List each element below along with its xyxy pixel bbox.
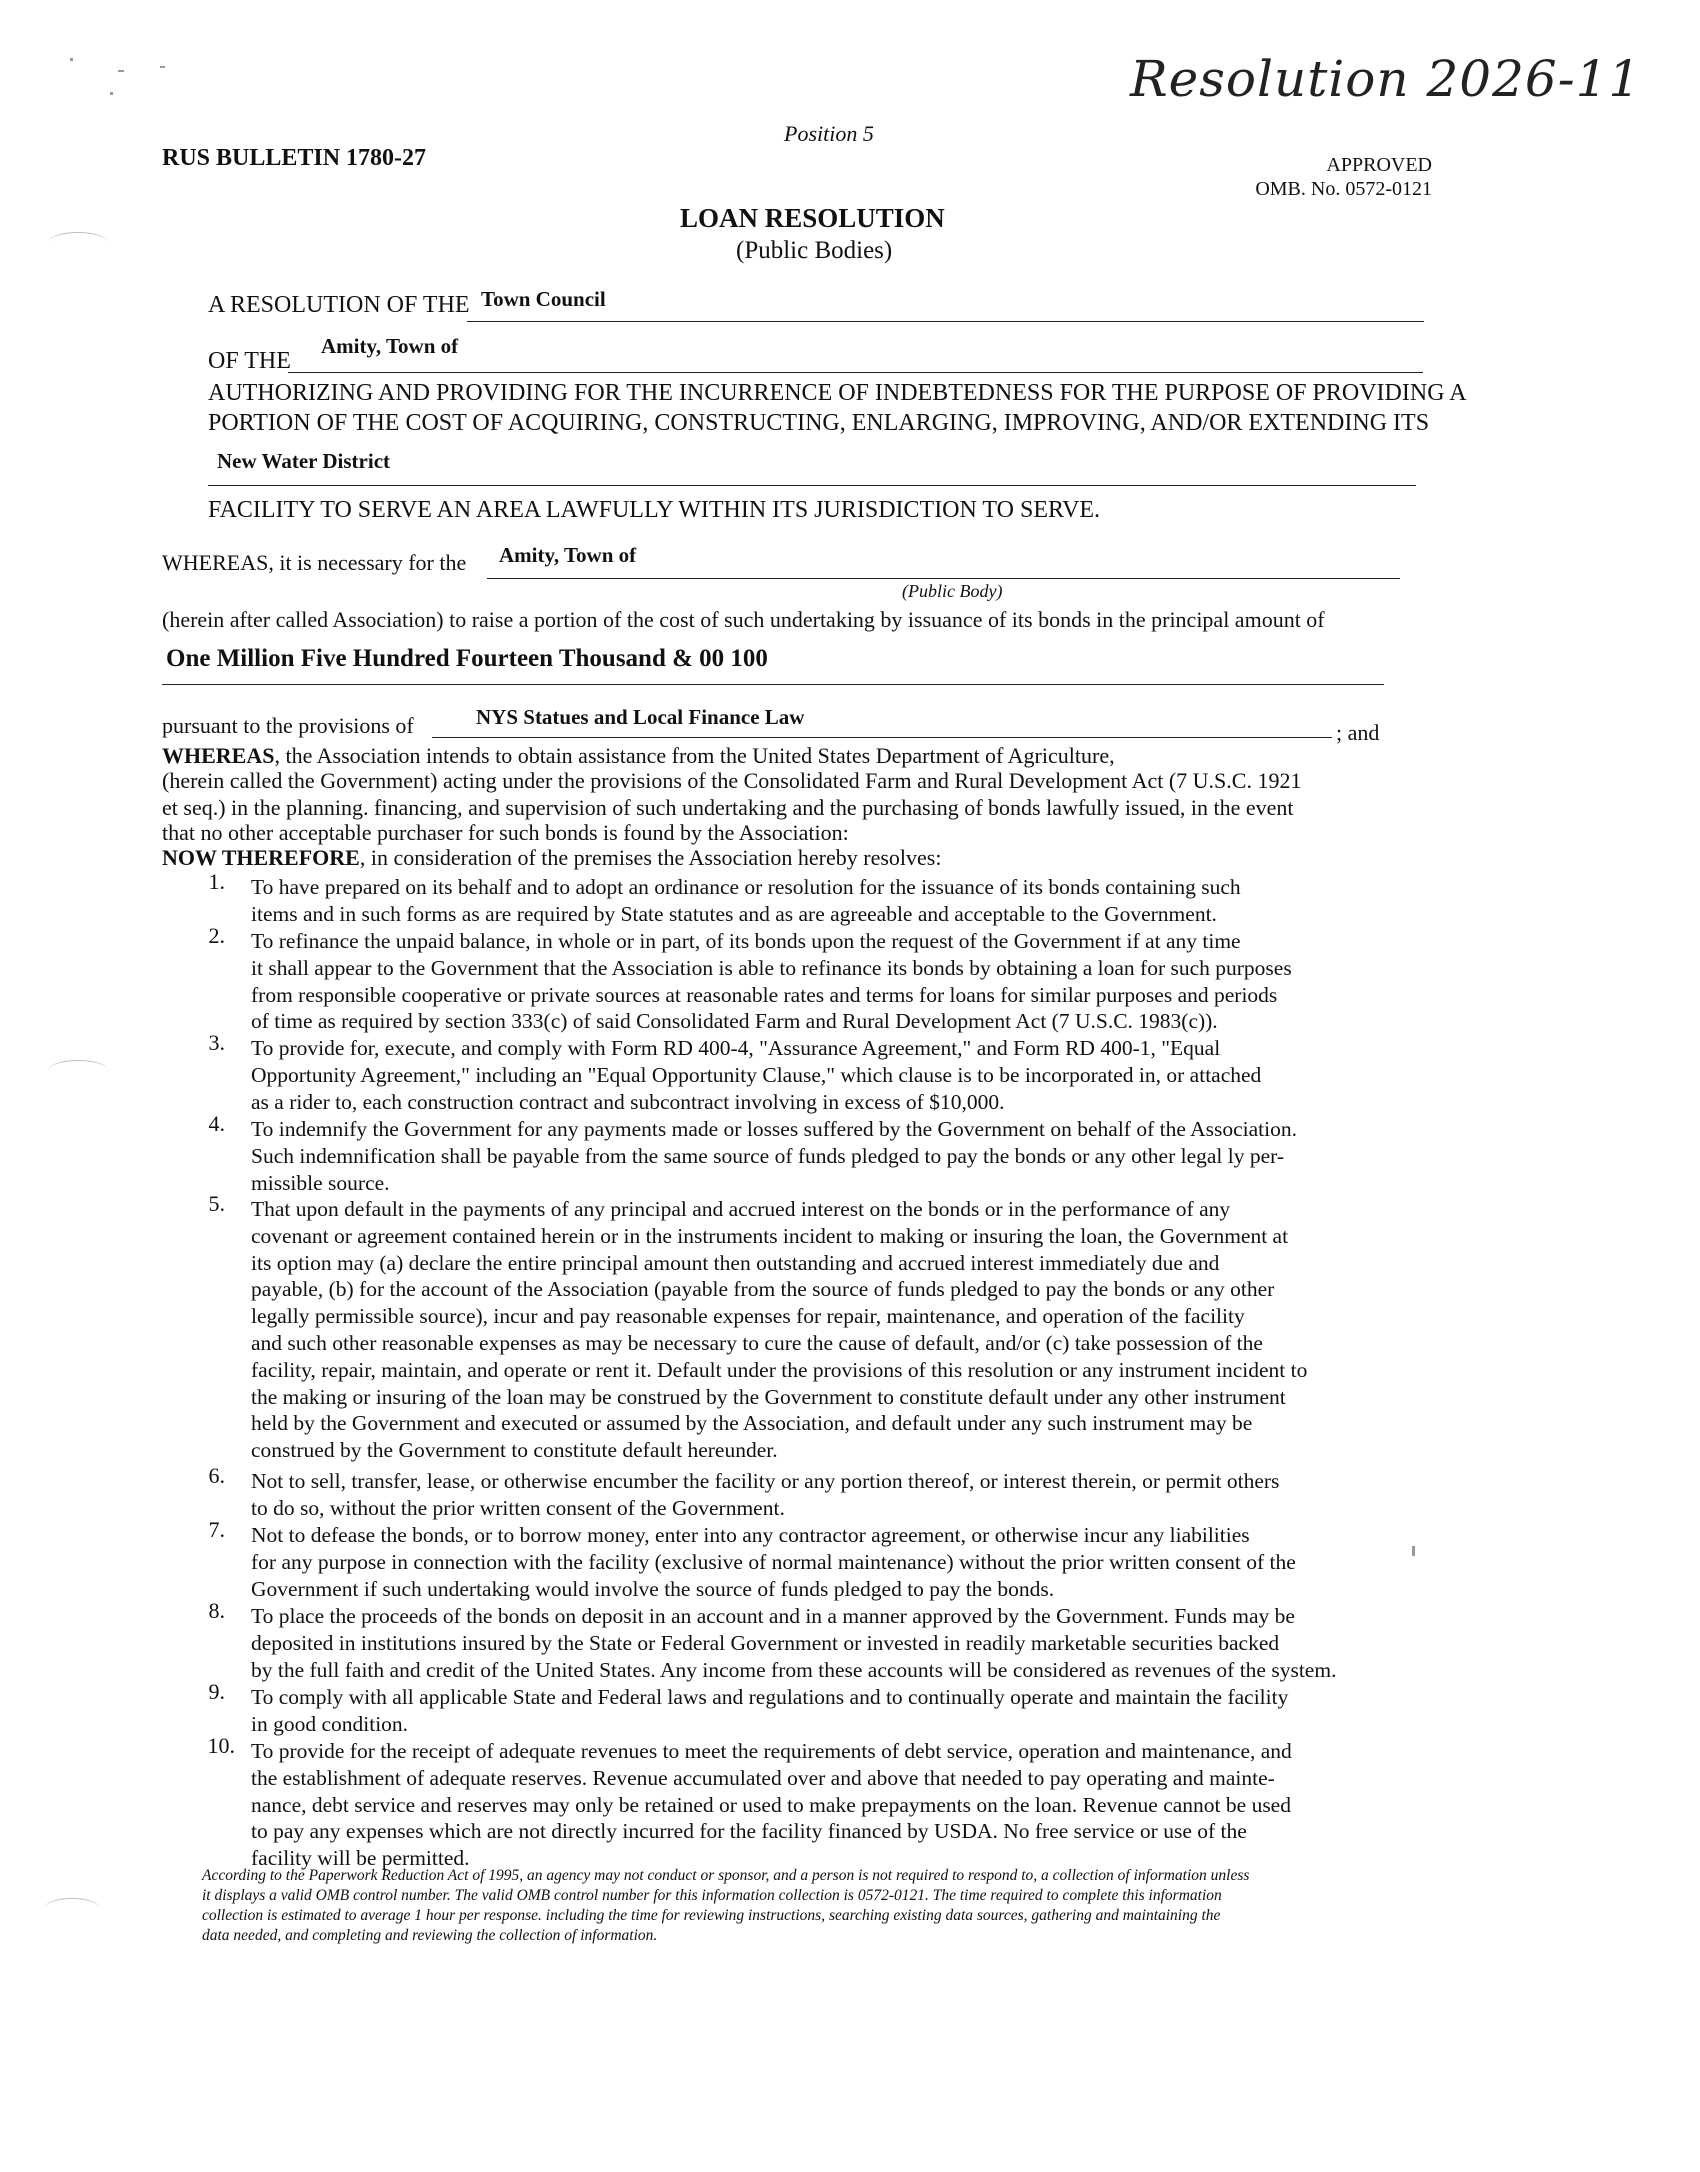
item-text: Not to sell, transfer, lease, or otherwise encumber the facility or any portion thereof, or interest therein, or permit others to do so, without the prior written consent of the Government.	[251, 1469, 1280, 1520]
scan-speck	[160, 66, 165, 68]
resolution-of-underline	[467, 321, 1424, 322]
whereas-public-body-label: WHEREAS, it is necessary for the	[162, 550, 467, 575]
item-text: To place the proceeds of the bonds on deposit in an account and in a manner approved by the Government. Funds may be deposited in institutions insured by the State or Federal Government or invested in readily marketable securities backed by the full faith and credit of the United States. Any income from these accounts will be considered as revenues of the system.	[251, 1604, 1337, 1682]
pursuant-label: pursuant to the provisions of	[162, 713, 414, 738]
of-the-underline	[288, 372, 1423, 373]
item-text: To indemnify the Government for any payments made or losses suffered by the Government on behalf of the Association. Such indemnification shall be payable from the same source of funds pledged to pay the bonds or any other legal ly per- missible source.	[251, 1117, 1297, 1195]
omb-number: OMB. No. 0572-0121	[1255, 178, 1432, 200]
item-text: To comply with all applicable State and Federal laws and regulations and to continually operate and maintain the facility in good condition.	[251, 1685, 1289, 1736]
whereas-government-line-3: et seq.) in the planning. financing, and supervision of such undertaking and the purchasing of bonds lawfully issued, in the event	[162, 795, 1294, 820]
item-text: To refinance the unpaid balance, in whole or in part, of its bonds upon the request of the Government if at any time it shall appear to the Government that the Association is able to refinance its bonds by obtaining a loan for such purposes from responsible cooperative or private sources at reasonable rates and terms for loans for similar purposes and periods of time as required by section 333(c) of said Consolidated Farm and Rural Development Act (7 U.S.C. 1983(c)).	[251, 929, 1292, 1034]
herein-line: (herein after called Association) to raise a portion of the cost of such undertaking by issuance of its bonds in the principal amount of	[162, 607, 1325, 632]
whereas-public-body-value: Amity, Town of	[499, 543, 637, 567]
item-number: 3.	[208, 1030, 225, 1055]
item-text: To have prepared on its behalf and to adopt an ordinance or resolution for the issuance of its bonds containing such items and in such forms as are required by State statutes and as are agreeable and acceptable to the Government.	[251, 875, 1241, 926]
item-number: 5.	[208, 1191, 225, 1216]
document-subtitle: (Public Bodies)	[736, 237, 893, 264]
item-number: 2.	[208, 923, 225, 948]
scan-speck	[110, 92, 113, 95]
handwritten-resolution-number: Resolution 2026-11	[1130, 50, 1642, 108]
item-number: 7.	[208, 1517, 225, 1542]
item-text: That upon default in the payments of any principal and accrued interest on the bonds or in the performance of any covenant or agreement contained herein or in the instruments incident to making or insuring the loan, the Government at its option may (a) declare the entire principal amount then outstanding and accrued interest immediately due and payable, (b) for the account of the Association (payable from the source of funds pledged to pay the bonds or any other legally permissible source), incur and pay reasonable expenses for repair, maintenance, and operation of the facility and such other reasonable expenses as may be necessary to cure the cause of default, and/or (c) take possession of the facility, repair, maintain, and operate or rent it. Default under the provisions of this resolution or any instrument incident to the making or insuring of the loan may be construed by the Government to constitute default under any other instrument held by the Government and executed or assumed by the Association, and default under any such instrument may be construed by the Government to constitute default hereunder.	[251, 1197, 1308, 1463]
authorizing-line-1: AUTHORIZING AND PROVIDING FOR THE INCURRENCE OF INDEBTEDNESS FOR THE PURPOSE OF PROVIDING A	[208, 380, 1467, 406]
whereas-government-line-1	[162, 743, 1115, 769]
public-body-underline	[487, 578, 1400, 579]
hole-punch-mark	[48, 1060, 108, 1081]
now-therefore-keyword: NOW THEREFORE	[162, 845, 360, 870]
item-number: 6.	[208, 1463, 225, 1488]
whereas-government-line-4: that no other acceptable purchaser for such bonds is found by the Association:	[162, 820, 849, 845]
item-number: 4.	[208, 1111, 225, 1136]
of-the-label: OF THE	[208, 348, 291, 374]
document-title: LOAN RESOLUTION	[680, 203, 945, 233]
now-therefore-line	[162, 845, 941, 871]
pursuant-value: NYS Statues and Local Finance Law	[476, 705, 805, 729]
position-label: Position 5	[784, 121, 874, 146]
item-number: 8.	[208, 1598, 225, 1623]
scan-speck	[1412, 1546, 1415, 1556]
hole-punch-mark	[48, 232, 108, 253]
paperwork-reduction-footnote: According to the Paperwork Reduction Act of 1995, an agency may not conduct or sponsor, and a person is not required to respond to, a collection of information unless it displays a valid OMB control number. The valid OMB control number for this information collection is 0572-0121. The time required to complete this information collection is estimated to average 1 hour per response. including the time for reviewing instructions, searching existing data sources, gathering and maintaining the data needed, and completing and reviewing the collection of information.	[202, 1867, 1250, 1944]
scan-speck	[118, 70, 124, 72]
authorizing-line-2: PORTION OF THE COST OF ACQUIRING, CONSTRUCTING, ENLARGING, IMPROVING, AND/OR EXTENDING ITS	[208, 410, 1430, 436]
facility-value: New Water District	[217, 449, 391, 473]
whereas-government-text: , the Association intends to obtain assistance from the United States Department of Agriculture,	[274, 743, 1115, 768]
principal-amount-underline	[162, 684, 1384, 685]
whereas-keyword: WHEREAS	[162, 743, 275, 768]
resolution-of-label: A RESOLUTION OF THE	[208, 292, 470, 318]
public-body-caption: (Public Body)	[902, 581, 1003, 601]
bulletin-number: RUS BULLETIN 1780-27	[162, 145, 427, 171]
facility-underline	[208, 485, 1416, 486]
pursuant-end: ; and	[1336, 720, 1380, 745]
of-the-value: Amity, Town of	[321, 334, 459, 358]
facility-line: FACILITY TO SERVE AN AREA LAWFULLY WITHIN ITS JURISDICTION TO SERVE.	[208, 497, 1101, 523]
approved-label: APPROVED	[1326, 154, 1432, 176]
scan-speck	[70, 58, 73, 61]
item-text: To provide for the receipt of adequate revenues to meet the requirements of debt service, operation and maintenance, and the establishment of adequate reserves. Revenue accumulated over and above that needed to pay operating and mainte- nance, debt service and reserves may only be retained or used to make prepayments on the loan. Revenue cannot be used to pay any expenses which are not directly incurred for the facility financed by USDA. No free service or use of the facility will be permitted.	[251, 1739, 1292, 1871]
pursuant-underline	[432, 737, 1332, 738]
item-number: 1.	[208, 869, 225, 894]
whereas-government-line-2: (herein called the Government) acting under the provisions of the Consolidated Farm and Rural Development Act (7 U.S.C. 1921	[162, 768, 1302, 793]
item-text: Not to defease the bonds, or to borrow money, enter into any contractor agreement, or otherwise incur any liabilities for any purpose in connection with the facility (exclusive of normal maintenance) without the prior written consent of the Government if such undertaking would involve the source of funds pledged to pay the bonds.	[251, 1523, 1296, 1601]
hole-punch-mark	[44, 1898, 100, 1919]
resolution-of-value: Town Council	[481, 287, 606, 311]
item-text: To provide for, execute, and comply with Form RD 400-4, "Assurance Agreement," and Form RD 400-1, "Equal Opportunity Agreement," including an "Equal Opportunity Clause," which clause is to be incorporated in, or attached as a rider to, each construction contract and subcontract involving in excess of $10,000.	[251, 1036, 1262, 1114]
principal-amount-value: One Million Five Hundred Fourteen Thousand & 00 100	[166, 645, 768, 672]
now-therefore-text: , in consideration of the premises the Association hereby resolves:	[359, 845, 942, 870]
item-number: 10.	[207, 1733, 235, 1758]
item-number: 9.	[208, 1679, 225, 1704]
